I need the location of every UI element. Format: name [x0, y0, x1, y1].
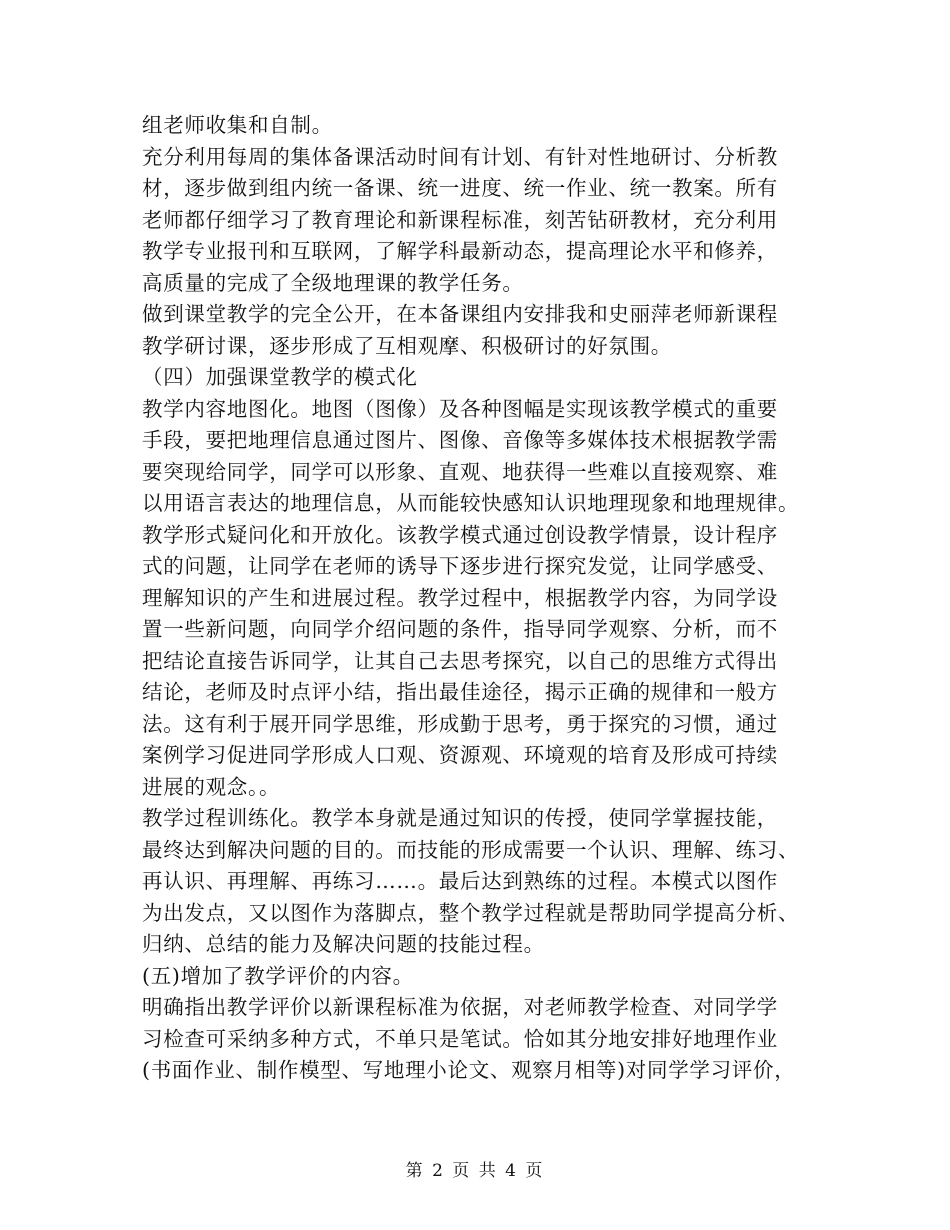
text-line-3: 材，逐步做到组内统一备课、统一进度、统一作业、统一教案。所有 — [142, 176, 778, 200]
text-line-4: 老师都仔细学习了教育理论和新课程标准，刻苦钻研教材，充分利用 — [142, 207, 778, 232]
section-heading-5: (五)增加了教学评价的内容。 — [142, 963, 414, 988]
text-line-17: 置一些新问题，向同学介绍问题的条件，指导同学观察、分析，而不 — [142, 617, 778, 641]
text-line-26: 为出发点，又以图作为落脚点，整个教学过程就是帮助同学提高分析、 — [142, 900, 800, 925]
section-heading-4: （四）加强课堂教学的模式化 — [142, 365, 418, 389]
text-line-25: 再认识、再理解、再练习……。最后达到熟练的过程。本模式以图作 — [142, 869, 778, 893]
document-body — [142, 110, 822, 1087]
text-line-22: 进展的观念。。 — [142, 774, 281, 799]
page-number-footer: 第 2 页 共 4 页 — [405, 1161, 545, 1181]
text-line-15: 式的问题，让同学在老师的诱导下逐步进行探究发觉，让同学感受、 — [142, 554, 778, 578]
text-line-5: 教学专业报刊和互联网，了解学科最新动态，提高理论水平和修养， — [142, 239, 778, 263]
text-line-8: 教学研讨课，逐步形成了互相观摩、积极研讨的好氛围。 — [142, 333, 672, 358]
text-line-1: 组老师收集和自制。 — [142, 113, 333, 137]
text-line-29: 明确指出教学评价以新课程标准为依据，对老师教学检查、对同学学 — [142, 995, 778, 1019]
text-line-31: (书面作业、制作模型、写地理小论文、观察月相等)对同学学习评价， — [142, 1058, 796, 1082]
text-line-7: 做到课堂教学的完全公开，在本备课组内安排我和史丽萍老师新课程 — [142, 302, 778, 326]
text-line-24: 最终达到解决问题的目的。而技能的形成需要一个认识、理解、练习、 — [142, 837, 800, 862]
text-line-21: 案例学习促进同学形成人口观、资源观、环境观的培育及形成可持续 — [142, 743, 778, 767]
text-line-2: 充分利用每周的集体备课活动时间有计划、有针对性地研讨、分析教 — [142, 144, 778, 169]
text-line-14: 教学形式疑问化和开放化。该教学模式通过创设教学情景，设计程序 — [142, 522, 778, 547]
text-line-10: 教学内容地图化。地图（图像）及各种图幅是实现该教学模式的重要 — [142, 396, 778, 421]
text-line-6: 高质量的完成了全级地理课的教学任务。 — [142, 270, 524, 295]
text-line-23: 教学过程训练化。教学本身就是通过知识的传授，使同学掌握技能， — [142, 806, 778, 830]
text-line-27: 归纳、总结的能力及解决问题的技能过程。 — [142, 932, 545, 956]
text-line-30: 习检查可采纳多种方式，不单只是笔试。恰如其分地安排好地理作业 — [142, 1026, 778, 1051]
text-line-12: 要突现给同学，同学可以形象、直观、地获得一些难以直接观察、难 — [142, 459, 778, 484]
text-line-19: 结论，老师及时点评小结，指出最佳途径，揭示正确的规律和一般方 — [142, 680, 778, 704]
text-line-11: 手段，要把地理信息通过图片、图像、音像等多媒体技术根据教学需 — [142, 428, 778, 452]
text-line-13: 以用语言表达的地理信息，从而能较快感知认识地理现象和地理规律。 — [142, 491, 800, 515]
text-line-20: 法。这有利于展开同学思维，形成勤于思考，勇于探究的习惯，通过 — [142, 711, 778, 736]
text-line-18: 把结论直接告诉同学，让其自己去思考探究，以自己的思维方式得出 — [142, 648, 778, 673]
text-line-16: 理解知识的产生和进展过程。教学过程中，根据教学内容，为同学设 — [142, 585, 778, 610]
